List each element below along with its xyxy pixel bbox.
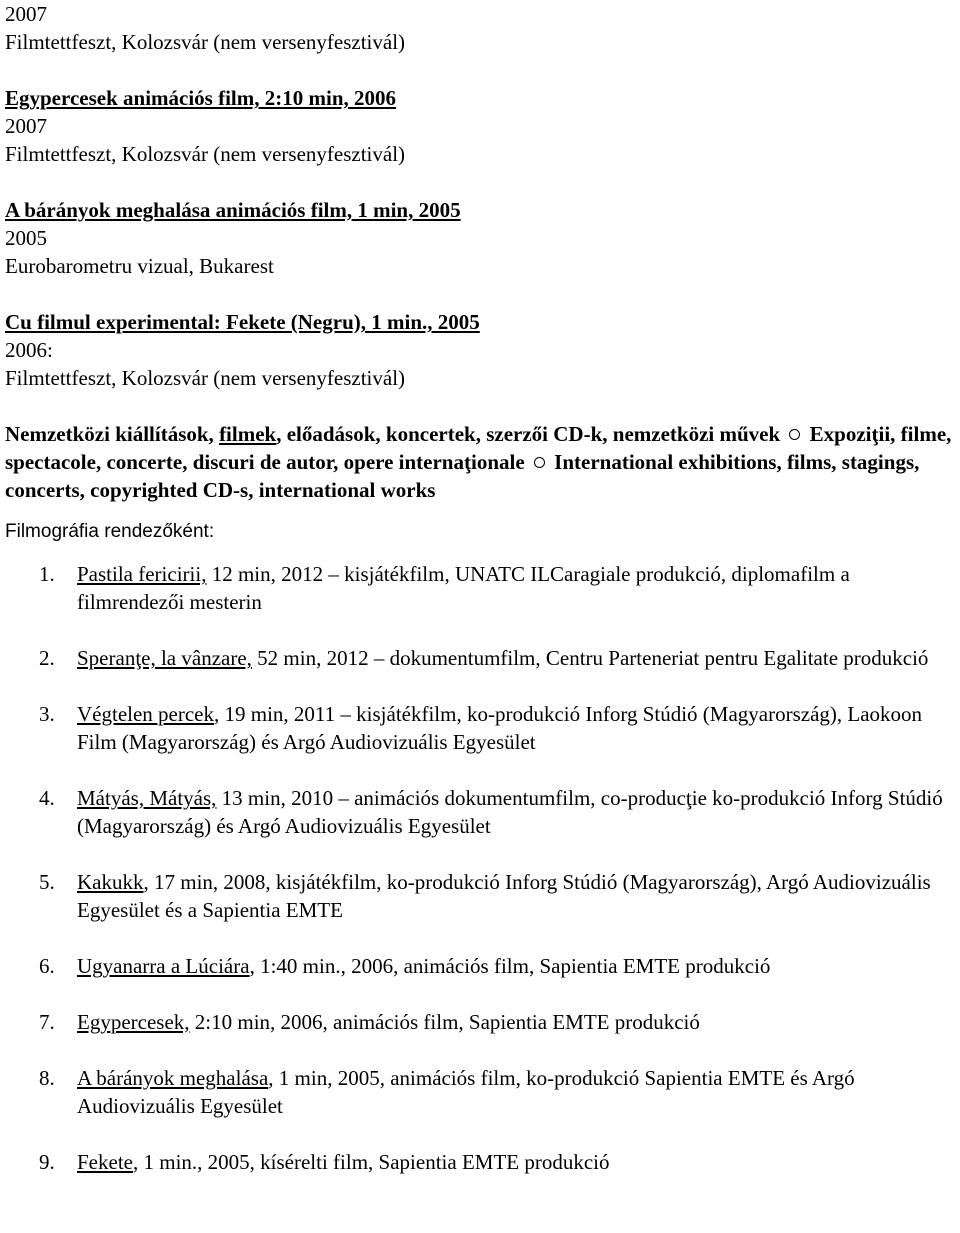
festival-year: 2006: (5, 338, 53, 362)
film-details: , 17 min, 2008, kisjátékfilm, ko-produkció Inforg Stúdió (Magyarország), Argó Audiovizuális Egyesület és a Sapientia EMTE (77, 870, 931, 922)
film-details: 12 min, 2012 – kisjátékfilm, UNATC ILCaragiale produkció, diplomafilm a filmrendezői mesterin (77, 562, 850, 614)
item-number: 5. (39, 870, 55, 894)
list-item (5, 700, 955, 756)
festival-place: Eurobarometru vizual, Bukarest (5, 254, 274, 278)
festival-film-title: Cu filmul experimental: Fekete (Negru), 1 min., 2005 (5, 310, 480, 334)
filmography-heading: Filmográfia rendezőként: (5, 521, 215, 542)
list-item (5, 560, 955, 616)
intl-ro: Expoziţii, filme, spectacole, concerte, discuri de autor, opere internaţionale (5, 422, 952, 474)
film-details: 52 min, 2012 – dokumentumfilm, Centru Parteneriat pentru Egalitate produkció (251, 646, 929, 670)
intl-hu-part1: Nemzetközi kiállítások, (5, 422, 220, 446)
list-item (5, 1064, 955, 1120)
film-details: 13 min, 2010 – animációs dokumentumfilm, co-producţie ko-produkció Inforg Stúdió (Magyarország) és Argó Audiovizuális Egyesület (77, 786, 943, 838)
festival-film-title: Egypercesek animációs film, 2:10 min, 2006 (5, 86, 397, 110)
item-number: 7. (39, 1010, 55, 1034)
separator-circle-icon (534, 457, 545, 468)
item-number: 3. (39, 702, 55, 726)
list-item (5, 644, 955, 672)
intl-hu-part2: , előadások, koncertek, szerzői CD-k, nemzetközi művek (276, 422, 781, 446)
list-item (5, 868, 955, 924)
list-item (5, 952, 955, 980)
item-number: 9. (39, 1150, 55, 1174)
festival-place: Filmtettfeszt, Kolozsvár (nem versenyfesztivál) (5, 366, 406, 390)
film-title-link[interactable]: Ugyanarra a Lúciára (77, 954, 250, 978)
list-item (5, 1008, 955, 1036)
festival-year: 2005 (5, 226, 47, 250)
film-title-link[interactable]: A bárányok meghalása (77, 1066, 269, 1090)
film-title-link[interactable]: Speranţe, la vânzare, (77, 646, 252, 670)
film-title-link[interactable]: Pastila fericirii, (77, 562, 207, 586)
separator-circle-icon (789, 429, 800, 440)
filmography-list (5, 560, 955, 1176)
film-details: , 1 min., 2005, kísérelti film, Sapientia EMTE produkció (132, 1150, 610, 1174)
film-title-link[interactable]: Végtelen percek (77, 702, 215, 726)
festival-place: Filmtettfeszt, Kolozsvár (nem versenyfesztivál) (5, 142, 406, 166)
document-page (5, 0, 955, 1204)
film-title-link[interactable]: Mátyás, Mátyás, (77, 786, 217, 810)
festival-film-title: A bárányok meghalása animációs film, 1 min, 2005 (5, 198, 461, 222)
film-details: , 1:40 min., 2006, animációs film, Sapientia EMTE produkció (249, 954, 771, 978)
item-number: 4. (39, 786, 55, 810)
item-number: 2. (39, 646, 55, 670)
item-number: 1. (39, 562, 55, 586)
international-section-title (5, 420, 955, 504)
film-details: 2:10 min, 2006, animációs film, Sapientia EMTE produkció (189, 1010, 700, 1034)
list-item (5, 784, 955, 840)
film-title-link[interactable]: Kakukk (77, 870, 144, 894)
film-details: , 1 min, 2005, animációs film, ko-produkció Sapientia EMTE és Argó Audiovizuális Egyesület (77, 1066, 855, 1118)
intl-hu-link[interactable]: filmek (219, 422, 277, 446)
item-number: 8. (39, 1066, 55, 1090)
list-item (5, 1148, 955, 1176)
festival-place: Filmtettfeszt, Kolozsvár (nem versenyfesztivál) (5, 30, 406, 54)
film-title-link[interactable]: Egypercesek, (77, 1010, 190, 1034)
festival-year: 2007 (5, 2, 47, 26)
item-number: 6. (39, 954, 55, 978)
festival-year: 2007 (5, 114, 47, 138)
film-details: , 19 min, 2011 – kisjátékfilm, ko-produkció Inforg Stúdió (Magyarország), Laokoon Film (Magyarország) és Argó Audiovizuális Egyesület (77, 702, 923, 754)
film-title-link[interactable]: Fekete (77, 1150, 133, 1174)
intl-en: International exhibitions, films, stagings, concerts, copyrighted CD-s, international works (5, 450, 920, 502)
